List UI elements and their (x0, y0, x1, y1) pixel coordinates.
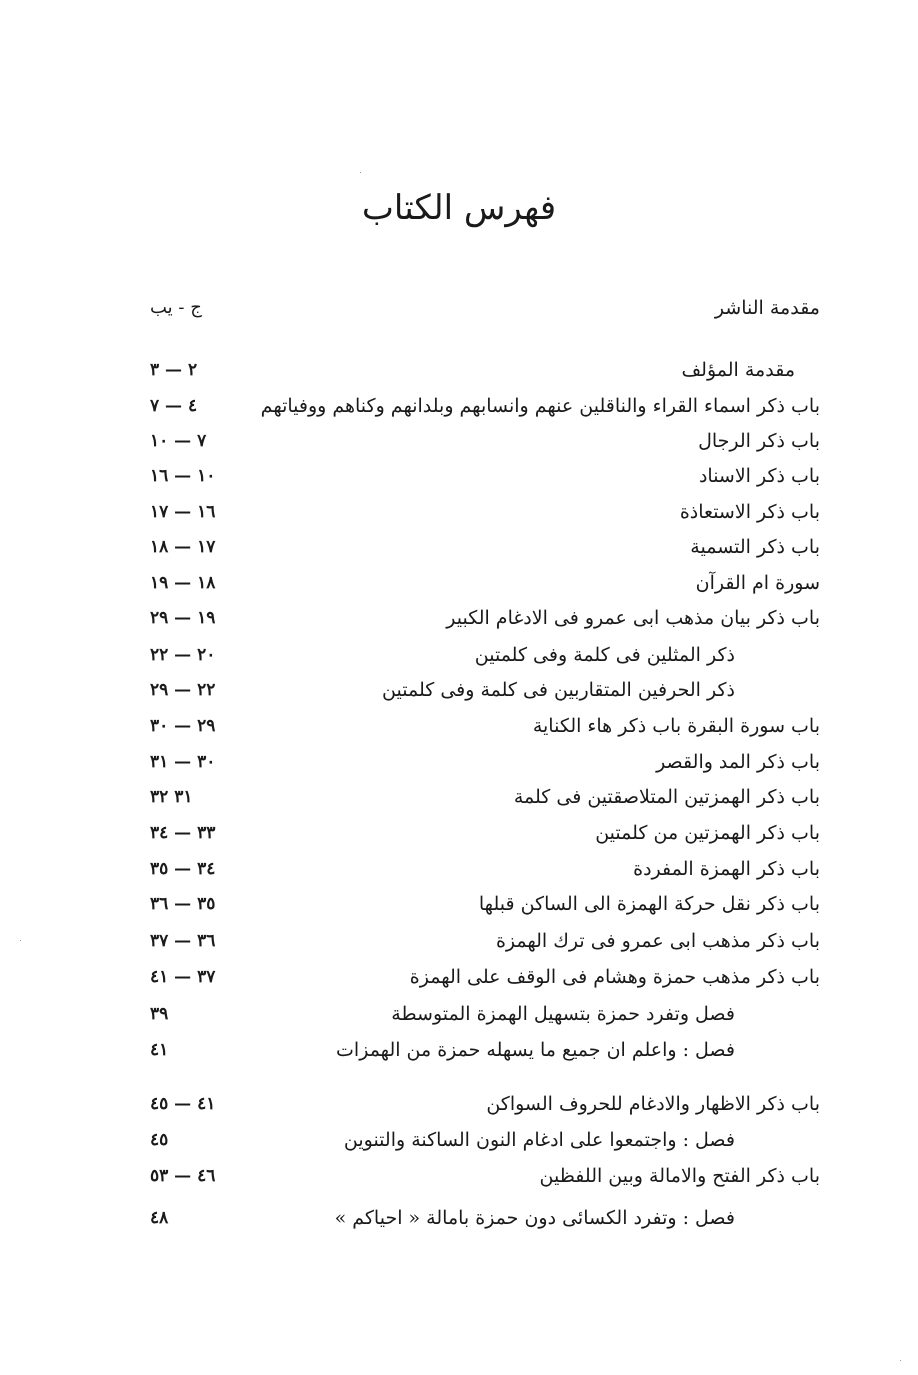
toc-entry-pages: ٢٩ — ٣٠ (150, 716, 216, 736)
toc-entry-pages: ٣٣ — ٣٤ (150, 823, 216, 843)
toc-entry (120, 923, 820, 959)
toc-entry (120, 851, 820, 887)
toc-entry-title: باب ذكر التسمية (690, 536, 820, 558)
toc-entry-title: باب ذكر الهمزتين من كلمتين (595, 822, 820, 844)
toc-entry-title: باب ذكر الرجال (698, 430, 820, 452)
toc-entry (120, 423, 820, 459)
toc-entry (120, 672, 820, 708)
toc-entry (120, 996, 820, 1032)
toc-entry-pages: ٤١ (150, 1040, 169, 1060)
toc-entry (120, 1122, 820, 1158)
toc-entry-title: سورة ام القرآن (695, 572, 820, 594)
scan-speck (900, 1360, 901, 1361)
toc-entry-title: باب ذكر مذهب حمزة وهشام فى الوقف على الهمزة (409, 966, 820, 988)
toc-entry-title: مقدمة المؤلف (681, 359, 795, 381)
toc-entry-title: باب ذكر مذهب ابى عمرو فى ترك الهمزة (495, 930, 820, 952)
toc-entry (120, 779, 820, 815)
toc-entry-pages: ٣٠ — ٣١ (150, 752, 216, 772)
toc-entry (120, 1158, 820, 1194)
toc-entry (120, 600, 820, 636)
toc-entry-pages: ٢ — ٣ (150, 360, 198, 380)
toc-entry (120, 744, 820, 780)
toc-entry (120, 458, 820, 494)
toc-entry (120, 637, 820, 673)
toc-entry (120, 815, 820, 851)
toc-entry-pages: ٤١ — ٤٥ (150, 1094, 216, 1114)
toc-entry (120, 529, 820, 565)
toc-entry-title: فصل : واعلم ان جميع ما يسهله حمزة من الهمزات (336, 1039, 735, 1061)
toc-entry-title: باب ذكر اسماء القراء والناقلين عنهم وانسابهم وبلدانهم وكناهم ووفياتهم (260, 395, 820, 417)
toc-entry-pages: ١٠ — ١٦ (150, 466, 216, 486)
toc-entry-title: باب ذكر الفتح والامالة وبين اللفظين (539, 1165, 820, 1187)
toc-entry-title: باب ذكر الاستعاذة (679, 501, 820, 523)
toc-entry (120, 708, 820, 744)
toc-entry-pages: ١٦ — ١٧ (150, 502, 216, 522)
toc-entry-pages: ١٩ — ٢٩ (150, 608, 216, 628)
toc-entry-title: باب ذكر الاسناد (698, 465, 820, 487)
toc-entry-title: باب ذكر بيان مذهب ابى عمرو فى الادغام الكبير (446, 607, 820, 629)
toc-entry-title: باب ذكر المد والقصر (656, 751, 820, 773)
toc-entry-pages: ٤ — ٧ (150, 396, 198, 416)
toc-entry (120, 290, 820, 326)
toc-entry-pages: ج - يب (150, 297, 202, 318)
toc-entry-title: باب ذكر الهمزة المفردة (633, 858, 820, 880)
toc-entry (120, 959, 820, 995)
toc-entry-pages: ٧ — ١٠ (150, 431, 207, 451)
toc-entry-pages: ٣٩ (150, 1004, 169, 1024)
toc-entry-title: ذكر المثلين فى كلمة وفى كلمتين (474, 644, 735, 666)
toc-entry (120, 565, 820, 601)
toc-entry-title: باب سورة البقرة باب ذكر هاء الكناية (532, 715, 820, 737)
toc-entry (120, 388, 820, 424)
toc-entry (120, 494, 820, 530)
toc-entry-pages: ٣٦ — ٣٧ (150, 931, 216, 951)
toc-entry-pages: ٣٥ — ٣٦ (150, 894, 216, 914)
toc-entry-title: فصل : واجتمعوا على ادغام النون الساكنة والتنوين (343, 1129, 735, 1151)
toc-entry-pages: ١٧ — ١٨ (150, 537, 216, 557)
toc-entry (120, 1032, 820, 1068)
toc-entry (120, 1200, 820, 1236)
toc-entry-pages: ٤٦ — ٥٣ (150, 1166, 216, 1186)
toc-entry-pages: ٤٥ (150, 1130, 169, 1150)
toc-entry-pages: ٣٧ — ٤١ (150, 967, 216, 987)
toc-entry-pages: ٢٢ — ٢٩ (150, 680, 216, 700)
toc-entry-pages: ٣٤ — ٣٥ (150, 859, 216, 879)
toc-entry (120, 886, 820, 922)
scan-speck (20, 940, 21, 941)
toc-entry-title: مقدمة الناشر (714, 297, 820, 319)
toc-entry-pages: ٢٠ — ٢٢ (150, 645, 216, 665)
toc-entry-title: باب ذكر نقل حركة الهمزة الى الساكن قبلها (478, 893, 820, 915)
toc-entry (120, 1086, 820, 1122)
toc-entry-pages: ٤٨ (150, 1208, 169, 1228)
toc-entry-title: باب ذكر الاظهار والادغام للحروف السواكن (486, 1093, 820, 1115)
toc-entry-title: فصل وتفرد حمزة بتسهيل الهمزة المتوسطة (391, 1003, 735, 1025)
toc-entry-title: باب ذكر الهمزتين المتلاصقتين فى كلمة (513, 786, 820, 808)
toc-entry-title: ذكر الحرفين المتقاربين فى كلمة وفى كلمتين (382, 679, 735, 701)
toc-entry-pages: ١٨ — ١٩ (150, 573, 216, 593)
toc-entry-pages: ٣١ ٣٢ (150, 787, 193, 807)
page-title: فهرس الكتاب (361, 188, 557, 228)
toc-entry-title: فصل : وتفرد الكسائى دون حمزة بامالة « احياكم » (334, 1207, 735, 1229)
toc-entry (120, 352, 820, 388)
scan-speck (360, 172, 361, 173)
